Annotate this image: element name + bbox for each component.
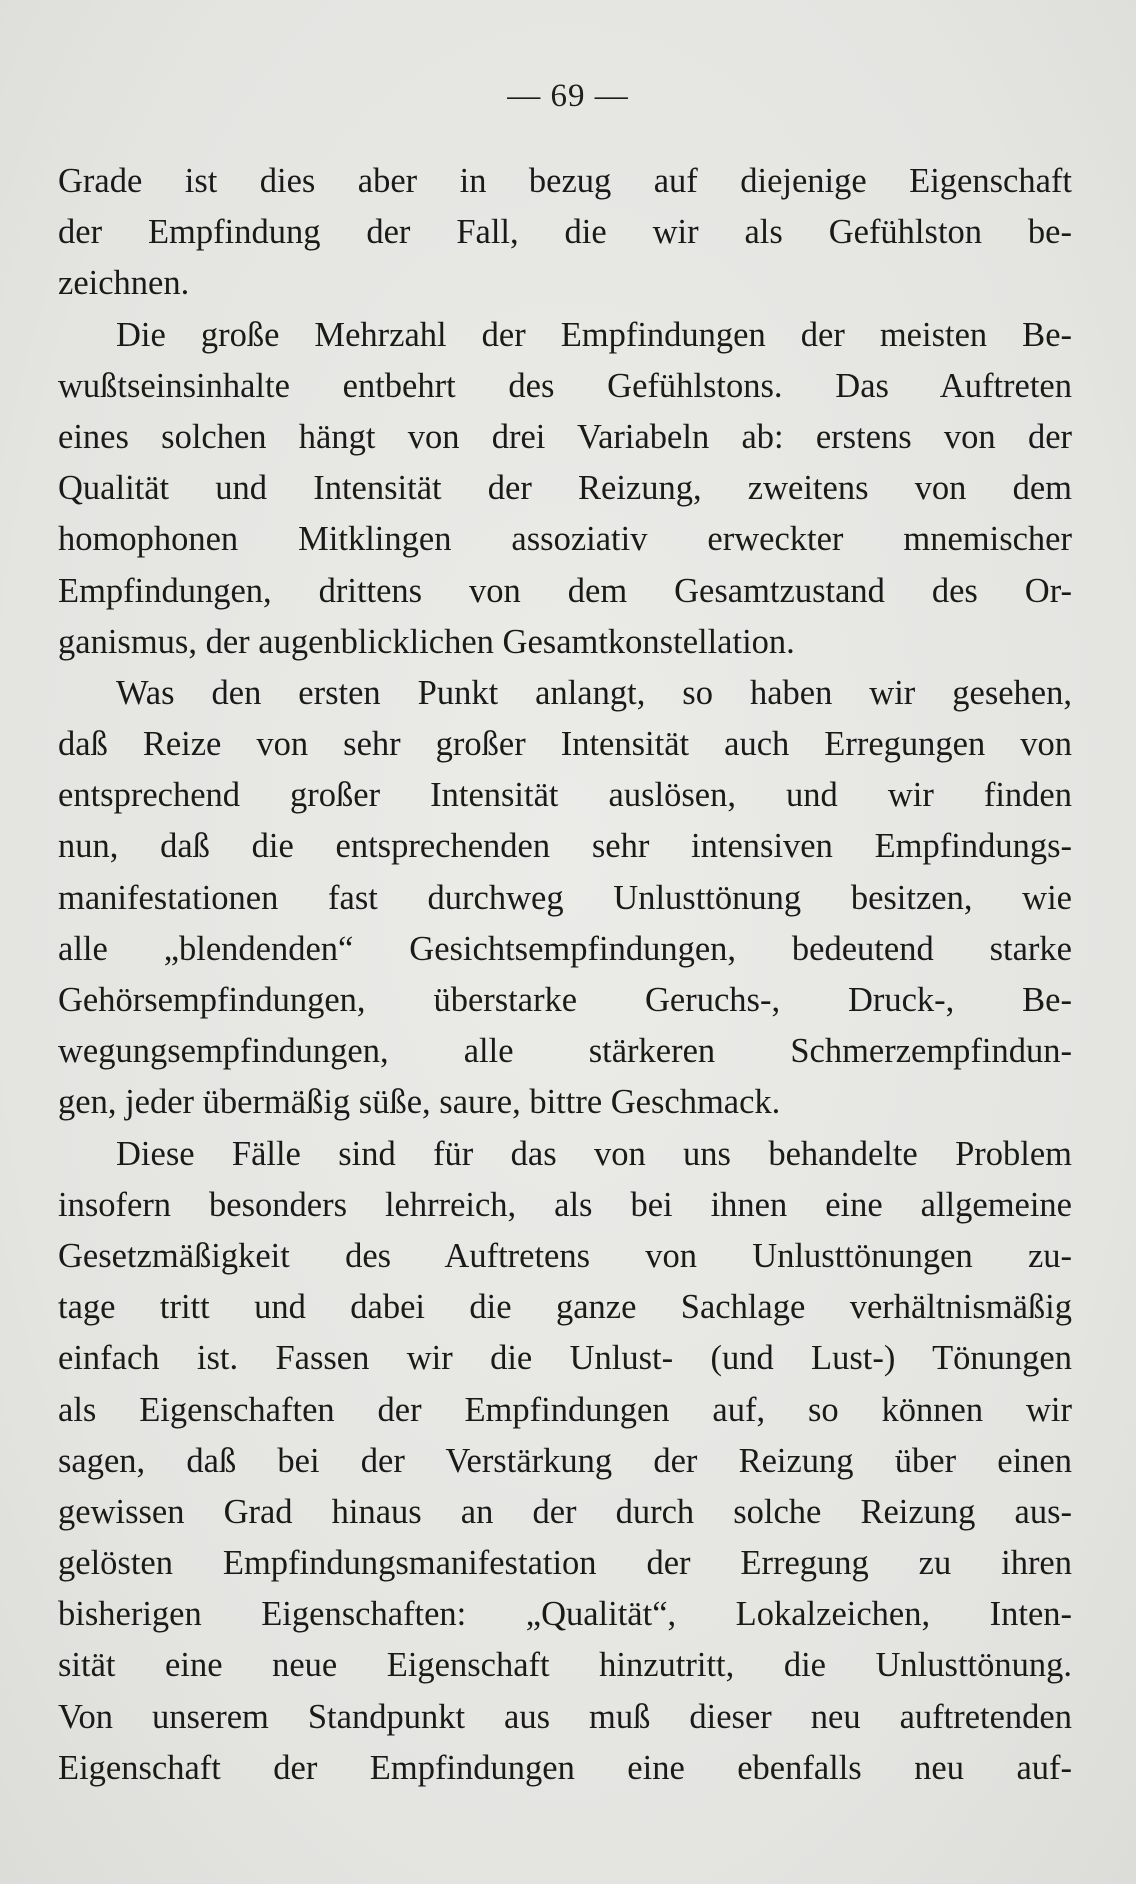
text-line: Die große Mehrzahl der Empfindungen der meisten Be- — [116, 315, 1072, 354]
text-line: zeichnen. — [58, 264, 190, 303]
text-line: Qualität und Intensität der Reizung, zweitens von dem — [58, 469, 1072, 508]
paragraph — [58, 1129, 1072, 1794]
text-line: der Empfindung der Fall, die wir als Gefühlston be- — [58, 213, 1072, 252]
text-line: Grade ist dies aber in bezug auf diejenige Eigenschaft — [58, 162, 1072, 200]
text-line: wußtseinsinhalte entbehrt des Gefühlstons. Das Auftreten — [58, 366, 1072, 405]
text-line: einfach ist. Fassen wir die Unlust- (und Lust-) Tönungen — [58, 1339, 1072, 1378]
text-line: bisherigen Eigenschaften: „Qualität“, Lokalzeichen, Inten- — [58, 1595, 1072, 1634]
text-line: ganismus, der augenblicklichen Gesamtkonstellation. — [58, 622, 795, 661]
page-number: — 69 — — [507, 78, 629, 114]
text-line: wegungsempfindungen, alle stärkeren Schmerzempfindun- — [58, 1032, 1072, 1071]
text-line: sagen, daß bei der Verstärkung der Reizung über einen — [58, 1441, 1072, 1480]
text-line: Gehörsempfindungen, überstarke Geruchs-, Druck-, Be- — [58, 981, 1072, 1019]
paragraph — [58, 310, 1072, 668]
text-line: eines solchen hängt von drei Variabeln ab: erstens von der — [58, 417, 1072, 456]
text-line: gen, jeder übermäßig süße, saure, bittre Geschmack. — [58, 1083, 781, 1122]
text-line: nun, daß die entsprechenden sehr intensiven Empfindungs- — [58, 827, 1072, 866]
text-line: Eigenschaft der Empfindungen eine ebenfalls neu auf- — [58, 1748, 1072, 1787]
text-line: Diese Fälle sind für das von uns behandelte Problem — [116, 1134, 1072, 1173]
text-line: Empfindungen, drittens von dem Gesamtzustand des Or- — [58, 571, 1072, 610]
text-line: tage tritt und dabei die ganze Sachlage verhältnismäßig — [58, 1288, 1072, 1327]
text-line: gelösten Empfindungsmanifestation der Erregung zu ihren — [58, 1544, 1072, 1583]
text-line: daß Reize von sehr großer Intensität auch Erregungen von — [58, 725, 1072, 764]
text-line: homophonen Mitklingen assoziativ erweckter mnemischer — [58, 520, 1072, 559]
body-text — [58, 156, 1072, 1794]
paragraph — [58, 668, 1072, 1129]
text-line: Was den ersten Punkt anlangt, so haben wir gesehen, — [116, 673, 1072, 712]
text-line: entsprechend großer Intensität auslösen, und wir finden — [58, 776, 1072, 815]
text-line: insofern besonders lehrreich, als bei ihnen eine allgemeine — [58, 1185, 1072, 1224]
paragraph — [58, 156, 1072, 310]
text-line: Gesetzmäßigkeit des Auftretens von Unlusttönungen zu- — [58, 1236, 1072, 1275]
text-line: gewissen Grad hinaus an der durch solche Reizung aus- — [58, 1492, 1072, 1531]
text-line: Von unserem Standpunkt aus muß dieser neu auftretenden — [58, 1697, 1072, 1736]
text-line: sität eine neue Eigenschaft hinzutritt, die Unlusttönung. — [58, 1646, 1072, 1685]
text-line: alle „blendenden“ Gesichtsempfindungen, bedeutend starke — [58, 929, 1072, 968]
text-line: manifestationen fast durchweg Unlusttönung besitzen, wie — [58, 878, 1072, 917]
text-line: als Eigenschaften der Empfindungen auf, so können wir — [58, 1390, 1072, 1429]
